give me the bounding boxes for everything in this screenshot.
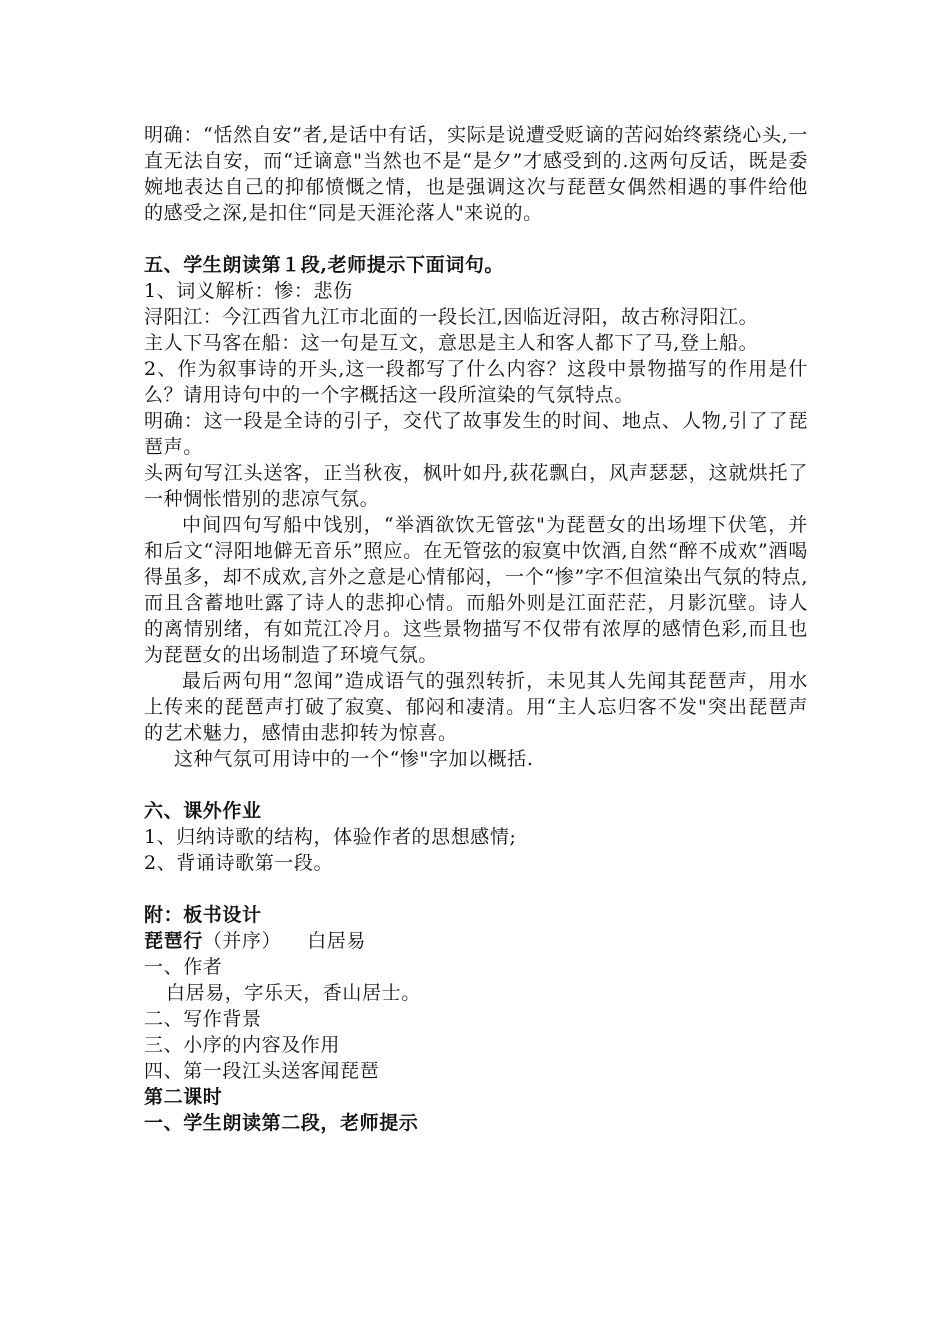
paragraph-middle-four-lines: 中间四句写船中饯别，“举酒欲饮无管弦"为琵琶女的出场埋下伏笔，并和后文“浔阳地僻无音乐”照应。在无管弦的寂寞中饮酒,自然“醉不成欢”酒喝得虽多，却不成欢,言外之意是心情郁闷，一个“惨”字不但渲染出气氛的特点,而且含蓄地吐露了诗人的悲抑心情。而船外则是江面茫茫，月影沉壁。诗人的离情别绪，有如荒江冷月。这些景物描写不仅带有浓厚的感情色彩,而且也为琵琶女的出场制造了环境气氛。 [144,514,808,666]
board-author: 白居易 [307,930,367,952]
question-2: 2、作为叙事诗的开头,这一段都写了什么内容？这段中景物描写的作用是什么？请用诗句中的一个字概括这一段所渲染的气氛特点。 [144,358,808,406]
vocab-line-xunyang: 浔阳江：今江西省九江市北面的一段长江,因临近浔阳，故古称浔阳江。 [144,306,759,328]
section-heading-5: 五、学生朗读第１段,老师提示下面词句。 [144,254,505,276]
paragraph-last-two-lines: 最后两句用“忽闻”造成语气的强烈转折，未见其人先闻其琵琶声，用水上传来的琵琶声打破了寂寞、郁闷和凄清。用“主人忘归客不发"突出琵琶声的艺术魅力，感情由悲抑转为惊喜。 [144,670,808,744]
board-title-sub: （并序） [202,930,282,952]
document-page [144,122,808,1136]
spacer [144,772,808,798]
board-item-1: 一、作者 [144,956,223,978]
paragraph-summary: 这种气氛可用诗中的一个“惨"字加以概括. [174,748,534,770]
section-heading-6: 六、课外作业 [144,800,262,822]
paragraph-mingque-1: 明确：“恬然自安”者,是话中有话，实际是说遭受贬谪的苦闷始终萦绕心头,一直无法自安，而“迁谪意"当然也不是“是夕”才感受到的.这两句反话，既是委婉地表达自己的抑郁愤慨之情，也是强调这次与琵琶女偶然相遇的事件给他的感受之深,是扣住“同是天涯沦落人"来说的。 [144,124,808,224]
board-design-heading: 附：板书设计 [144,904,262,926]
board-item-4: 四、第一段江头送客闻琵琶 [144,1060,380,1082]
board-item-3: 三、小序的内容及作用 [144,1034,341,1056]
paragraph-first-two-lines: 头两句写江头送客，正当秋夜，枫叶如丹,荻花飘白，风声瑟瑟，这就烘托了一种惆怅惜别的悲凉气氛。 [144,462,808,510]
vocab-line-zhuren: 主人下马客在船：这一句是互文，意思是主人和客人都下了马,登上船。 [144,332,759,354]
second-lesson-item-1: 一、学生朗读第二段，老师提示 [144,1112,419,1134]
homework-item-1: 1、归纳诗歌的结构，体验作者的思想感情; [144,826,517,848]
board-title-line [144,928,808,954]
board-item-1-detail: 白居易，字乐天，香山居士。 [166,982,421,1004]
spacer [144,226,808,252]
board-title: 琵琶行 [144,930,203,952]
board-item-2: 二、写作背景 [144,1008,262,1030]
second-lesson-heading: 第二课时 [144,1086,223,1108]
answer-mingque-2: 明确：这一段是全诗的引子，交代了故事发生的时间、地点、人物,引了了琵琶声。 [144,410,808,458]
spacer [144,876,808,902]
homework-item-2: 2、背诵诗歌第一段。 [144,852,334,874]
vocab-line-1: 1、词义解析：惨：悲伤 [144,280,353,302]
